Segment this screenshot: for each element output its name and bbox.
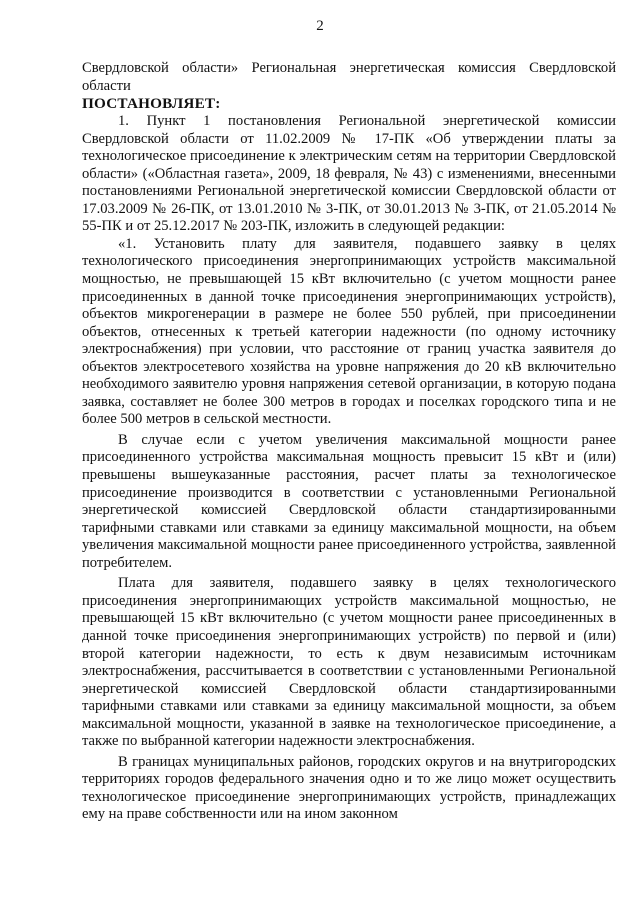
page-number: 2 (316, 18, 324, 34)
paragraph-municipal-boundaries: В границах муниципальных районов, городских округов и на внутригородских территориях городов федерального значения одно и то же лицо может осуществить технологическое присоединение энергопринимающих устройств, принадлежащих ему на праве собственности или на ином законном (82, 753, 616, 823)
paragraph-capacity-increase: В случае если с учетом увеличения максимальной мощности ранее присоединенного устройства максимальная мощность превысит 15 кВт и (или) превышены вышеуказанные расстояния, расчет платы за технологическое присоединение производится в соответствии с установленными Региональной энергетической комиссией Свердловской области стандартизированными тарифными ставками или ставками за единицу максимальной мощности, на объем увеличения максимальной мощности ранее присоединенного устройства, заявленной потребителем. (82, 431, 616, 571)
intro-paragraph: Свердловской области» Региональная энергетическая комиссия Свердловской области (82, 60, 616, 94)
paragraph-amendment: 1. Пункт 1 постановления Региональной энергетической комиссии Свердловской области от 11.02.2009 № 17-ПК «Об утверждении платы за технологическое присоединение к электрическим сетям на территории Свердловской области» («Областная газета», 2009, 18 февраля, № 43) с изменениями, внесенными постановлениями Региональной энергетической комиссии Свердловской области от 17.03.2009 № 26-ПК, от 13.01.2010 № 3-ПК, от 30.01.2013 № 3-ПК, от 21.05.2014 № 55-ПК и от 25.12.2017 № 203-ПК, изложить в следующей редакции: (82, 113, 616, 235)
resolution-heading: ПОСТАНОВЛЯЕТ: (82, 95, 221, 113)
paragraph-reliability-category: Плата для заявителя, подавшего заявку в целях технологического присоединения энергопринимающих устройств максимальной мощностью, не превышающей 15 кВт включительно (с учетом мощности ранее присоединенных в данной точке присоединения энергопринимающих устройств) по первой и (или) второй категории надежности, то есть к двум независимым источникам электроснабжения, рассчитывается в соответствии с установленными Региональной энергетической комиссией Свердловской области стандартизированными тарифными ставками или ставками за единицу максимальной мощности, за объем максимальной мощности, указанной в заявке на технологическое присоединение, а также по выбранной категории надежности электроснабжения. (82, 575, 616, 750)
paragraph-fee-establishment: «1. Установить плату для заявителя, подавшего заявку в целях технологического присоединения энергопринимающих устройств максимальной мощностью, не превышающей 15 кВт включительно (с учетом мощности ранее присоединенных в данной точке присоединения энергопринимающих устройств), объектов микрогенерации в размере не более 550 рублей, при присоединении объектов, отнесенных к третьей категории надежности (по одному источнику электроснабжения) при условии, что расстояние от границ участка заявителя до объектов электросетевого хозяйства на уровне напряжения до 20 кВ включительно необходимого заявителю уровня напряжения сетевой организации, в которую подана заявка, составляет не более 300 метров в городах и поселках городского типа и не более 500 метров в сельской местности. (82, 235, 616, 428)
document-body (82, 60, 616, 824)
